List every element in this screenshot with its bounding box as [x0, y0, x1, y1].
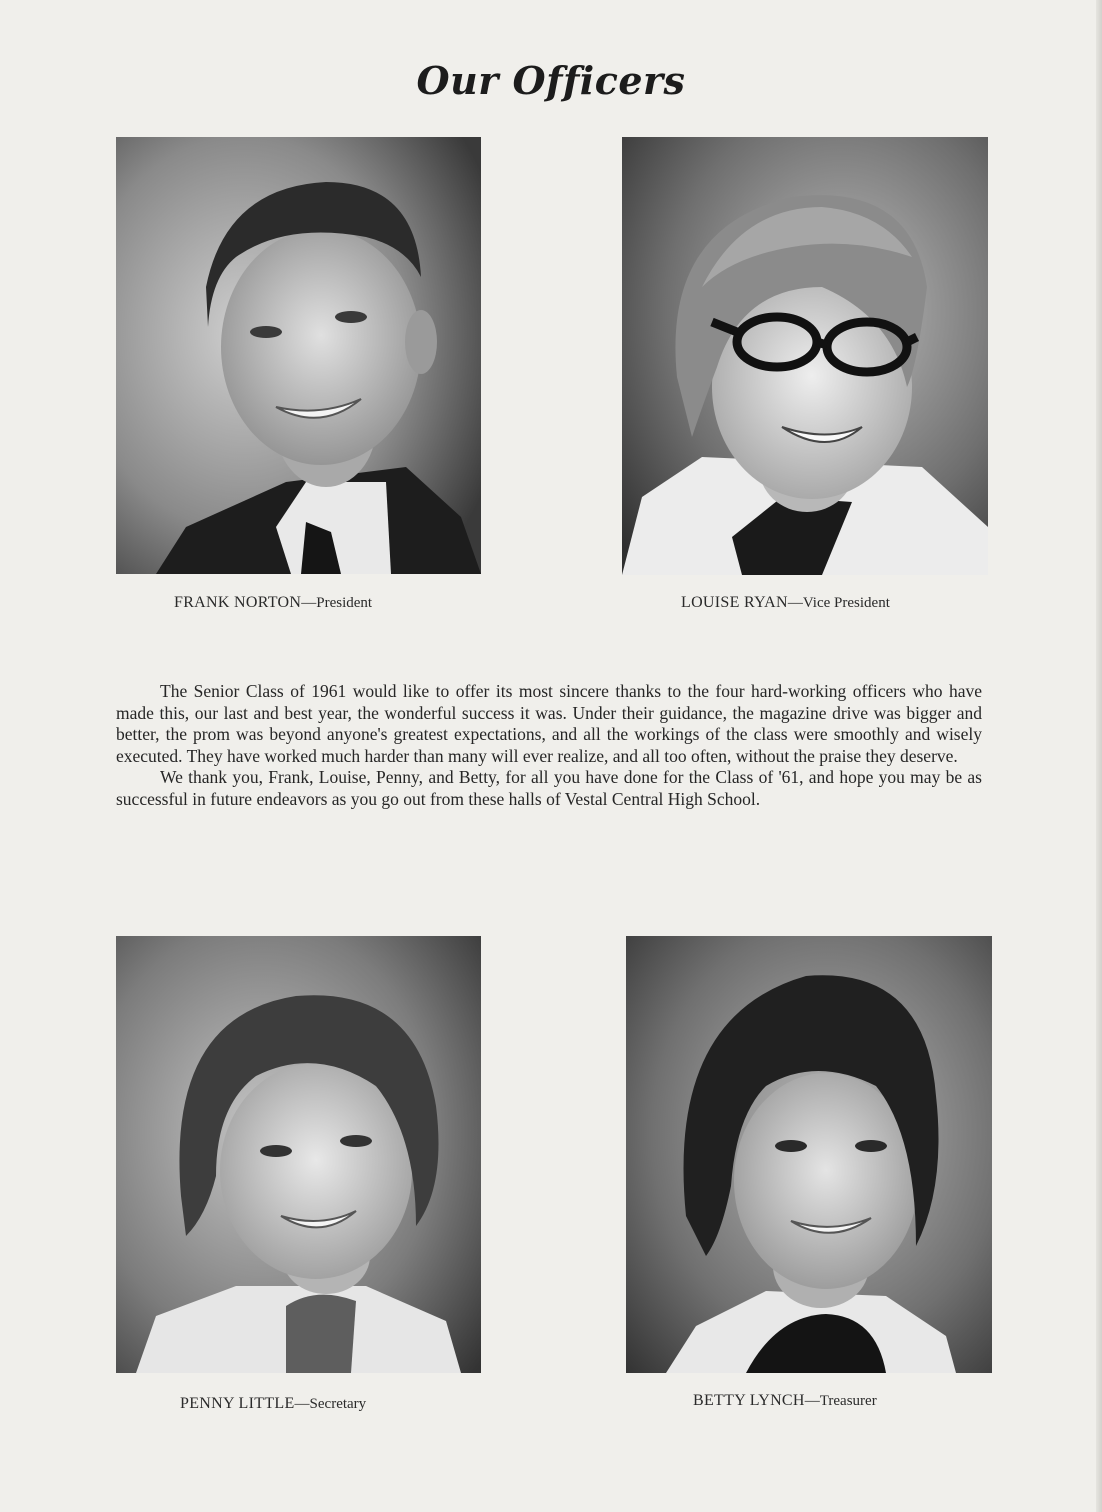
- portrait-louise-ryan: [622, 137, 988, 575]
- caption-separator: —: [294, 1396, 310, 1412]
- officer-name: FRANK NORTON: [174, 594, 302, 611]
- caption-separator: —: [301, 595, 317, 611]
- caption-separator: —: [804, 1393, 820, 1409]
- caption-frank-norton: [174, 594, 372, 612]
- page-edge: [1096, 0, 1102, 1512]
- officer-name: BETTY LYNCH: [693, 1392, 805, 1409]
- portrait-penny-little: [116, 936, 481, 1373]
- officer-name: LOUISE RYAN: [681, 594, 788, 611]
- caption-separator: —: [787, 595, 803, 611]
- paragraph-1: The Senior Class of 1961 would like to offer its most sincere thanks to the four hard-working officers who have made this, our last and best year, the wonderful success it was. Under their guidance, the magazine drive was bigger and better, the prom was beyond anyone's greatest expectations, and all the workings of the class were smoothly and wisely executed. They have worked much harder than many will ever realize, and all too often, without the praise they deserve.: [116, 681, 982, 766]
- portrait-betty-lynch: [626, 936, 992, 1373]
- caption-louise-ryan: [681, 594, 890, 612]
- officer-role: President: [316, 595, 373, 611]
- thank-you-text: [116, 681, 982, 811]
- paragraph-2: We thank you, Frank, Louise, Penny, and Betty, for all you have done for the Class of '61, and hope you may be as successful in future endeavors as you go out from these halls of Vestal Central High School.: [116, 767, 982, 809]
- officer-name: PENNY LITTLE: [180, 1395, 295, 1412]
- officer-role: Treasurer: [819, 1393, 877, 1409]
- caption-penny-little: [180, 1395, 366, 1413]
- page-title: Our Officers: [416, 58, 686, 103]
- caption-betty-lynch: [693, 1392, 877, 1410]
- officer-role: Vice President: [802, 595, 890, 611]
- portrait-frank-norton: [116, 137, 481, 574]
- officer-role: Secretary: [309, 1396, 367, 1412]
